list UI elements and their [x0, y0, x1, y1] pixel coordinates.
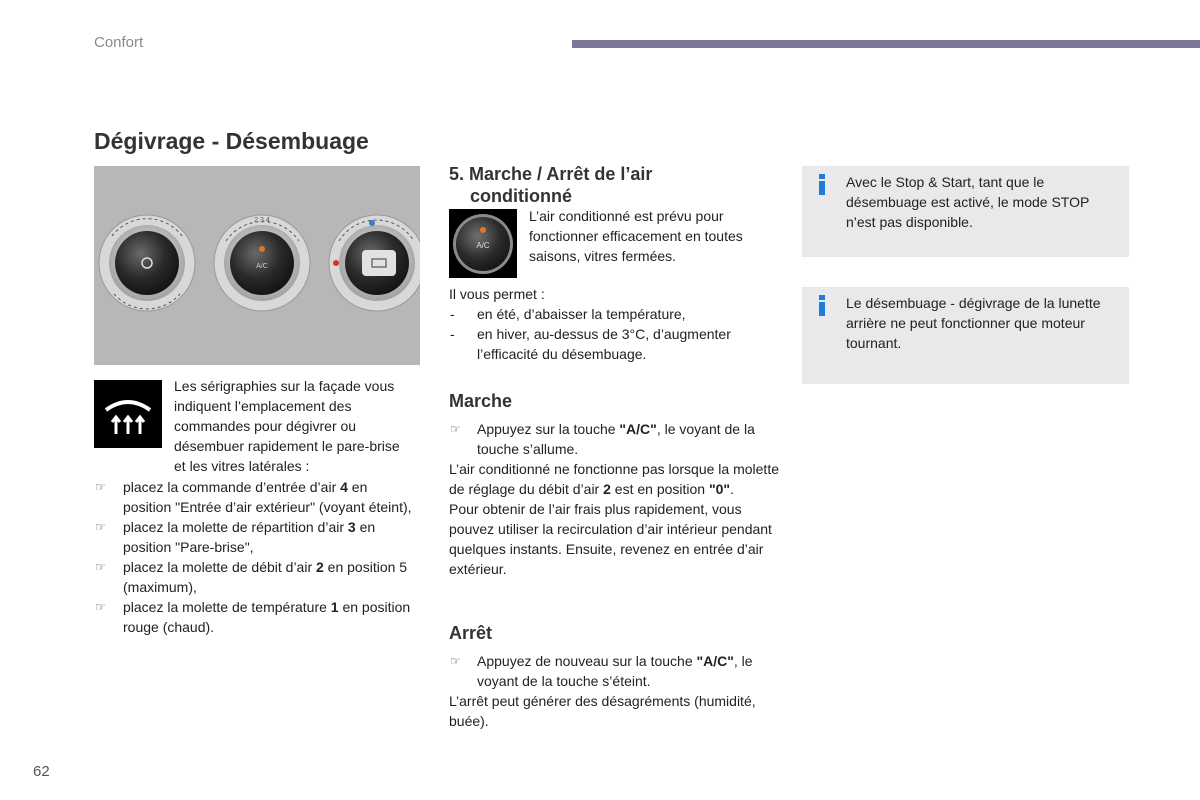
knob-ac-label: A/C — [256, 263, 268, 270]
marche-title: Marche — [449, 391, 513, 411]
section-label: Confort — [94, 34, 144, 51]
marche-paragraph: L’air conditionné ne fonctionne pas lorsque la molette de réglage du débit d’air 2 est en position "0". — [449, 461, 779, 497]
permet-list — [449, 304, 779, 364]
permet-block: Il vous permet : - en été, d’abaisser la température, - en hiver, au-dessus de 3°C, d’augmenter l’efficacité du désembuage. — [449, 284, 779, 364]
pointing-hand-icon: ☞ — [95, 520, 106, 534]
info-icon — [818, 174, 826, 194]
accent-bar — [572, 40, 1200, 48]
pointing-hand-icon: ☞ — [95, 560, 106, 574]
marche-paragraph-2: Pour obtenir de l’air frais plus rapidement, vous pouvez utiliser la recirculation d’air intérieur pendant quelques instants. Ensuite, revenez en entrée d’air extérieur. — [449, 501, 772, 577]
intro-paragraph: Les sérigraphies sur la façade vous indiquent l’emplacement des commandes pour dégivrer ou désembuer rapidement le pare-brise et les vitres latérales : — [174, 378, 400, 474]
list-item: ☞ Appuyez de nouveau sur la touche "A/C", le voyant de la touche s’éteint. — [450, 653, 753, 689]
knob-scale-marks: 2 3 4 — [254, 217, 270, 224]
fan-speed-knob — [214, 215, 310, 311]
list-item: ☞ placez la molette de répartition d’air 3 en position "Pare-brise", — [95, 519, 376, 555]
list-item: ☞ placez la molette de température 1 en position rouge (chaud). — [95, 599, 411, 635]
pointing-hand-icon: ☞ — [450, 422, 461, 436]
list-item: ☞ placez la commande d’entrée d’air 4 en position "Entrée d’air extérieur" (voyant éteint), — [95, 479, 412, 515]
section-5-title: 5. Marche / Arrêt de l’air conditionné — [449, 164, 653, 206]
ac-led-icon — [480, 227, 486, 233]
pointing-hand-icon: ☞ — [95, 480, 106, 494]
arret-paragraph: L’arrêt peut générer des désagréments (humidité, buée). — [449, 693, 756, 729]
list-item: - en hiver, au-dessus de 3°C, d’augmenter l’efficacité du désembuage. — [450, 326, 731, 362]
info-box-stop-start: Avec le Stop & Start, tant que le désembuage est activé, le mode STOP n’est pas disponible. — [802, 166, 1129, 257]
list-item: - en été, d’abaisser la température, — [450, 306, 686, 322]
control-panel-photo — [94, 166, 420, 365]
ac-button-image — [449, 209, 517, 278]
info-icon — [818, 295, 826, 315]
ac-button-label: A/C — [476, 241, 490, 250]
air-distribution-knob — [329, 215, 420, 311]
pointing-hand-icon: ☞ — [95, 600, 106, 614]
arret-title: Arrêt — [449, 623, 493, 643]
info-box-rear-defrost: Le désembuage - dégivrage de la lunette arrière ne peut fonctionner que moteur tournant. — [802, 287, 1129, 384]
temperature-knob — [99, 215, 195, 311]
list-item: ☞ placez la molette de débit d’air 2 en position 5 (maximum), — [95, 559, 408, 595]
page-title: Dégivrage - Désembuage — [94, 128, 369, 154]
windscreen-defrost-icon — [94, 380, 162, 448]
list-item: ☞ Appuyez sur la touche "A/C", le voyant de la touche s’allume. — [450, 421, 755, 457]
ac-intro-paragraph: L’air conditionné est prévu pour fonctionner efficacement en toutes saisons, vitres fermées. — [529, 208, 743, 264]
page-number: 62 — [33, 763, 50, 780]
arret-block — [449, 651, 779, 731]
defrost-steps-list — [94, 477, 414, 637]
pointing-hand-icon: ☞ — [450, 654, 461, 668]
marche-block — [449, 419, 779, 579]
